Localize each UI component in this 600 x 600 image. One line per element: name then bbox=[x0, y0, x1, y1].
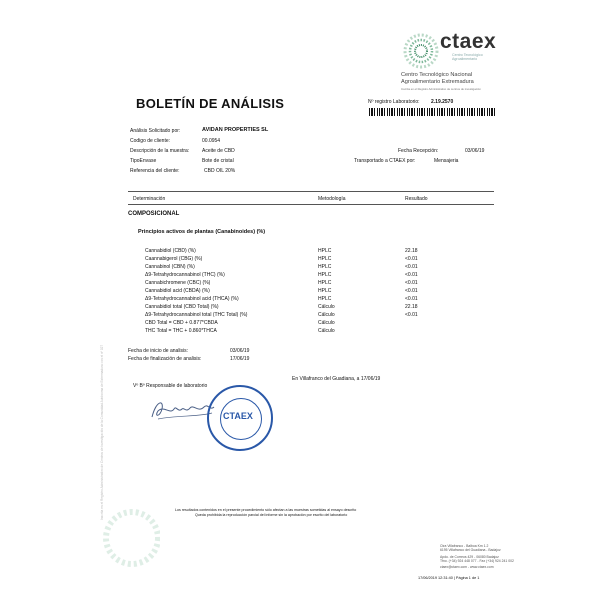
row-result: <0.01 bbox=[405, 288, 418, 294]
center-note: Inscrita en el Registro Administrativo de centros de investigación bbox=[401, 87, 481, 91]
row-method: Cálculo bbox=[318, 320, 335, 326]
transportado-label: Transportado a CTAEX por: bbox=[354, 158, 416, 164]
page-title: BOLETÍN DE ANÁLISIS bbox=[136, 96, 285, 111]
center-name-1: Centro Tecnológico Nacional bbox=[401, 72, 473, 78]
row-method: Cálculo bbox=[318, 312, 335, 318]
barcode bbox=[369, 108, 495, 116]
responsable-label: Vº Bº Responsable de laboratorio bbox=[133, 383, 208, 389]
address-4: Tfno. (+34) 924 448 077 - Fax (+34) 924 241 002 bbox=[440, 559, 514, 563]
row-result: <0.01 bbox=[405, 280, 418, 286]
row-method: HPLC bbox=[318, 296, 332, 302]
solicitado-label: Análisis Solicitado por: bbox=[130, 128, 181, 134]
address-5: ctaex@ctaex.com - www.ctaex.com bbox=[440, 565, 494, 569]
descripcion-label: Descripción de la muestra: bbox=[130, 148, 190, 154]
row-name: Cannabidiol acid (CBDA) (%) bbox=[145, 288, 210, 294]
col-resultado: Resultado bbox=[405, 196, 428, 202]
transportado-value: Mensajeria bbox=[434, 158, 459, 164]
codigo-label: Codigo de cliente: bbox=[130, 138, 171, 144]
row-name: Δ9-Tetrahydrocannabinol total (THC Total) (%) bbox=[145, 312, 248, 318]
descripcion-value: Aceite de CBD bbox=[202, 148, 235, 154]
address-2: 6195 Villafranco del Guadiana - Badajoz bbox=[440, 548, 501, 552]
logo-text: ctaex bbox=[440, 30, 497, 53]
row-result: <0.01 bbox=[405, 272, 418, 278]
section-title: COMPOSICIONAL bbox=[128, 211, 180, 217]
row-method: HPLC bbox=[318, 256, 332, 262]
place-date: En Villafranco del Guadiana, a 17/06/19 bbox=[292, 376, 381, 382]
row-name: THC Total = THC + 0.860*THCA bbox=[145, 328, 217, 334]
row-method: HPLC bbox=[318, 264, 332, 270]
page-info: 17/06/2019 12:31:40 | Página 1 de 1 bbox=[418, 576, 480, 580]
row-method: Cálculo bbox=[318, 304, 335, 310]
row-name: CBD Total = CBD + 0.877*CBDA bbox=[145, 320, 218, 326]
stamp-text: CTAEX bbox=[223, 411, 253, 421]
row-result: 22.18 bbox=[405, 304, 418, 310]
envase-value: Bote de cristal bbox=[202, 158, 234, 164]
center-name-2: Agroalimentario Extremadura bbox=[401, 79, 474, 85]
row-name: Caannabigerol (CBG) (%) bbox=[145, 256, 203, 262]
ctaex-logo-icon bbox=[403, 33, 439, 69]
row-result: 22.18 bbox=[405, 248, 418, 254]
side-registration-text: Inscrita en el Registro Administrativo de Centros de Investigación de la Comunidad Autónoma de Extremadura con el nº 027 bbox=[100, 344, 104, 520]
row-result: <0.01 bbox=[405, 264, 418, 270]
row-result: <0.01 bbox=[405, 296, 418, 302]
envase-label: TipoEnvase bbox=[130, 158, 157, 164]
inicio-label: Fecha de inicio de analisis: bbox=[128, 348, 189, 354]
row-method: HPLC bbox=[318, 248, 332, 254]
recepcion-label: Fecha Recepción: bbox=[398, 148, 439, 154]
address-1: Ctra Villafranco - Balboa Km 1.2 bbox=[440, 544, 489, 548]
referencia-label: Referencia del cliente: bbox=[130, 168, 180, 174]
codigo-value: 00.0954 bbox=[202, 138, 221, 144]
disclaimer-1: Los resultados contenidos en el presente procedimiento sólo afectan a las muestras sometidas al ensayo descrito bbox=[175, 508, 357, 512]
row-method: HPLC bbox=[318, 280, 332, 286]
row-name: Cannabidiol (CBD) (%) bbox=[145, 248, 196, 254]
row-name: Cannabinol (CBN) (%) bbox=[145, 264, 195, 270]
fin-label: Fecha de finalización de analisis: bbox=[128, 356, 202, 362]
inicio-value: 03/06/19 bbox=[230, 348, 250, 354]
referencia-value: CBD OIL 20% bbox=[204, 168, 236, 174]
row-result: <0.01 bbox=[405, 312, 418, 318]
laboratory-stamp bbox=[207, 385, 273, 451]
disclaimer-2: Queda prohibida la reproducción parcial del informe sin la aprobación por escrito del laboratorio bbox=[195, 513, 348, 517]
fin-value: 17/06/19 bbox=[230, 356, 250, 362]
row-name: Cannabidiol total (CBD Total) (%) bbox=[145, 304, 219, 310]
watermark-logo-icon bbox=[100, 498, 160, 578]
address-3: Apdo. de Correos 429 - 06080 Badajoz bbox=[440, 555, 499, 559]
registro-label: Nº registro Laboratorio: bbox=[368, 99, 420, 105]
row-method: HPLC bbox=[318, 272, 332, 278]
registro-value: 2.19.2570 bbox=[431, 99, 454, 105]
row-method: HPLC bbox=[318, 288, 332, 294]
logo-subtitle-2: Agroalimentario bbox=[452, 57, 478, 61]
row-name: Δ9-Tetrahydrocannabinol acid (THCA) (%) bbox=[145, 296, 239, 302]
table-header-rule bbox=[128, 204, 494, 205]
row-name: Δ9-Tetrahydrocannabinol (THC) (%) bbox=[145, 272, 225, 278]
col-metodologia: Metodología bbox=[318, 196, 346, 202]
solicitado-value: AVIDAN PROPERTIES SL bbox=[202, 127, 269, 133]
table-top-rule bbox=[128, 191, 494, 192]
row-method: Cálculo bbox=[318, 328, 335, 334]
recepcion-value: 03/06/19 bbox=[465, 148, 485, 154]
col-determinacion: Determinación bbox=[133, 196, 166, 202]
row-name: Cannabichromene (CBC) (%) bbox=[145, 280, 211, 286]
subsection-title: Principios activos de plantas (Canabinoides) (%) bbox=[138, 229, 266, 235]
logo-subtitle-1: Centro Tecnológico bbox=[452, 53, 483, 57]
row-result: <0.01 bbox=[405, 256, 418, 262]
